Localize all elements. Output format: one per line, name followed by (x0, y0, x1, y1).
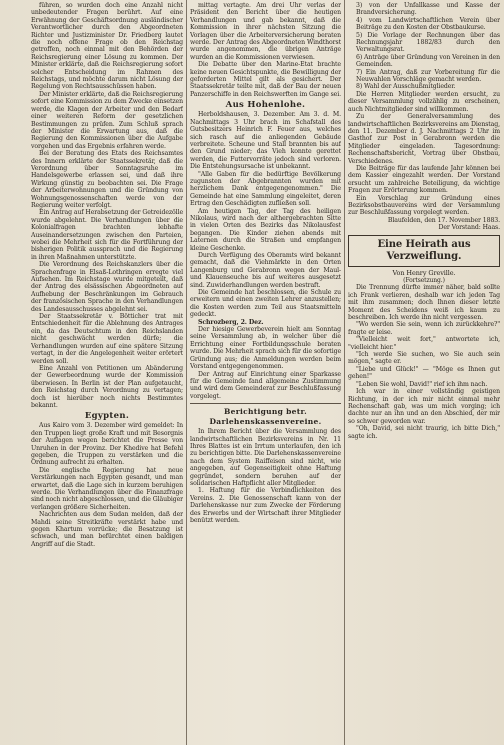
list-item: 3) von der Unfallkasse und Kasse der Brandversicherung. (356, 2, 500, 17)
column-right (348, 2, 500, 741)
article-paragraph: Die Debatte über den Marine-Etat brachte keine neuen Gesichtspunkte, die Bewilligung der geforderten Mittel gilt als gesichert. Der Staatssekretär teilte mit, daß der Bau der neuen Panzerschiffe in den Reichswerften im Gange sei. (190, 61, 341, 98)
article-paragraph: Der Antrag auf Einrichtung einer Sparkasse für die Gemeinde fand allgemeine Zustimmung und wird dem Gemeinderat zur Beschlußfassung vorgelegt. (190, 370, 341, 400)
story-paragraph: "Vielleicht weit fort," antwortete ich, "vielleicht hier." (348, 336, 500, 351)
list-item: 5) Die Vorlage der Rechnungen über das Rechnungsjahr 1882/83 durch den Verwaltungsrat. (356, 31, 500, 54)
story-paragraph: "Leben Sie wohl, David!" rief ich ihm nach. (356, 380, 488, 388)
story-title: Eine Heirath aus Verzweiflung. (377, 238, 471, 262)
story-paragraph: "Ich werde Sie suchen, wo Sie auch sein mögen," sagte er. (348, 351, 500, 366)
article-paragraph: Die Herren Mitglieder werden ersucht, zu dieser Versammlung vollzählig zu erscheinen, auch Nichtmitglieder sind willkommen. (348, 90, 500, 113)
column-rule (186, 0, 187, 745)
article-paragraph: 1. Haftung für die Verbindlichkeiten des Vereins. 2. Die Genossenschaft kann von der Darlehenskasse nur zum Zwecke der Förderung des Erwerbs und der Wirtschaft ihrer Mitglieder benützt werden. (190, 487, 341, 524)
signature-name: Der Vorstand: Haas. (438, 224, 500, 232)
list-item: 6) Anträge über Gründung von Vereinen in den Gemeinden. (356, 53, 500, 69)
section-divider (190, 403, 341, 404)
column-middle (190, 2, 341, 741)
article-paragraph: führen, so wurden doch eine Anzahl nicht unbedeutender Fragen berührt. Auf eine Erwähnung der Geschäftsordnung ausländischer Verantwortlicher durch den Abgeordneten Richter und Justizminister Dr. Friedberg lautet die noch offene Frage ob den Reichstag getroffen, noch einmal mit den Behörden der Reichsregierung einer Lösung zu kommen. Der Minister erklärte, daß die Reichsregierung sofort solcher Entscheidung im Rahmen des Reichstags, und möchte darum nicht Lösung der Regelung von Rechtsausschüssen haben. (31, 2, 183, 91)
list-item: 7) Ein Antrag, daß zur Vorbereitung für die Neuwahlen Vorschläge gemacht werden. (356, 68, 500, 84)
story-paragraph: Ich war in einer vollständig geistigen Richtung, in der ich mir nicht einmal mehr Rechenschaft gab, was um mich vorging; ich dachte nur an ihn und an den Abschied, der mir so schwer geworden war. (348, 388, 500, 425)
list-item: 8) Wahl der Ausschußmitglieder. (356, 83, 456, 91)
section-heading: Berichtigung betr. Darlehenskassenvereine. (209, 407, 322, 427)
article-paragraph: Durch Verfügung des Oberamts wird bekannt gemacht, daß die Viehmärkte in den Orten Langenburg und Gerabronn wegen der Maul- und Klauenseuche bis auf weiteres ausgesetzt sind. Zuwiderhandlungen werden bestraft. (190, 252, 341, 289)
story-continuation: (Fortsetzung.) (403, 277, 445, 284)
story-title-box (348, 235, 500, 267)
article-paragraph: Die Gemeinde hat beschlossen, die Schule zu erweitern und einen zweiten Lehrer anzustellen; die Kosten werden zum Teil aus Staatsmitteln gedeckt. (190, 289, 341, 319)
column-left (31, 2, 183, 741)
article-paragraph: Nachrichten aus dem Sudan melden, daß der Mahdi seine Streitkräfte verstärkt habe und gegen Khartum vorrücke; die Besatzung ist schwach, und man befürchtet einen baldigen Angriff auf die Stadt. (31, 511, 183, 548)
story-paragraph: "Wo werden Sie sein, wenn ich zurückkehre?" fragte er leise. (348, 321, 500, 336)
article-paragraph: Die englische Regierung hat neue Verstärkungen nach Egypten gesandt, und man erwartet, daß die Lage sich in kurzem beruhigen werde. Die Verhandlungen über die Finanzfrage sind noch nicht abgeschlossen, und die Gläubiger verlangen größere Sicherheiten. (31, 466, 183, 511)
article-paragraph: "Alle Gaben für die bedürftige Bevölkerung zugunsten der Abgebrannten wurden mit herzlichem Dank entgegengenommen." Die Gemeinde hat eine Sammlung eingeleitet, deren Ertrag den Geschädigten zufließen soll. (190, 170, 341, 208)
article-paragraph: Der Staatssekretär v. Bötticher trat mit Entschiedenheit für die Ablehnung des Antrages ein, da das Deutschtum in den Reichslanden nicht geschwächt werden dürfe; die Verhandlungen wurden auf eine spätere Sitzung vertagt, in der die Angelegenheit weiter erörtert werden soll. (31, 313, 183, 365)
article-paragraph: Herboldshausen, 3. Dezember. Am 3. d. M. Nachmittags 3 Uhr brach im Schafstall des Gutsbesitzers Heinrich F. Feuer aus, welches sich rasch auf die anliegenden Gebäude verbreitete. Scheune und Stall brannten bis auf den Grund nieder; das Vieh konnte gerettet werden, die Futtervorräte jedoch sind verloren. Die Entstehungsursache ist unbekannt. (190, 111, 341, 171)
story-paragraph: Die Trennung dürfte immer näher, bald sollte ich Frank verlieren, deshalb war ich jeden Tag mit ihm zusammen; doch Ihnen dieser letzte Moment des Scheidens weiß ich kaum zu beschreiben. Ich werde ihn nicht vergessen. (348, 284, 500, 322)
article-paragraph: Der hiesige Gewerbeverein hielt am Sonntag seine Versammlung ab, in welcher über die Errichtung einer Fortbildungsschule beraten wurde. Die Mehrheit sprach sich für die sofortige Gründung aus; die Anmeldungen werden beim Vorstand entgegengenommen. (190, 326, 341, 371)
article-paragraph: Die Beiträge für das laufende Jahr können bei dem Kassier eingezahlt werden. Der Vorstand ersucht um zahlreiche Beteiligung, da wichtige Fragen zur Erörterung kommen. (348, 164, 500, 195)
article-paragraph: In Ihrem Bericht über die Versammlung des landwirtschaftlichen Bezirksvereins in Nr. 11 Ihres Blattes ist ein Irrtum unterlaufen, den ich zu berichtigen bitte. Die Darlehenskassenvereine nach dem System Raiffeisen sind nicht, wie angegeben, auf Gegenseitigkeit ohne Haftung gegründet, sondern beruhen auf der solidarischen Haftpflicht aller Mitglieder. (190, 428, 341, 487)
article-paragraph: Zu der Generalversammlung des landwirtschaftlichen Bezirksvereins am Dienstag, den 11. Dezember d. J. Nachmittags 2 Uhr im Gasthof zur Post in Gerabronn werden die Mitglieder eingeladen. Tagesordnung: Rechenschaftsbericht, Vortrag über Obstbau, Verschiedenes. (348, 113, 500, 165)
section-heading: Egypten. (84, 411, 130, 422)
list-item: 4) vom Landwirtschaftlichen Verein über Beiträge zu den Kosten der Obstbaukurse. (356, 16, 500, 32)
article-paragraph: Bei der Beratung des Etats des Reichsamtes des Innern erklärte der Staatssekretär, daß die Verordnung über Sonntagsruhe im Handelsgewerbe erlassen sei, und daß ihre Wirkung günstig zu beobachten sei. Die Frage der Arbeiterwohnungen und die Gründung von Wohnungsgenossenschaften werde von der Regierung weiter verfolgt. (31, 150, 183, 209)
agenda-list (348, 2, 500, 91)
article-paragraph: Aus Kairo vom 3. Dezember wird gemeldet: In den Truppen liegt große Kraft und mit Besorgnis der Auflagen wegen berichtet die Presse von Unruhen in der Provinz. Der Khedive hat Befehl gegeben, die Truppen zu verstärken und die Ordnung aufrecht zu erhalten. (31, 422, 183, 467)
article-paragraph: Ein Antrag auf Herabsetzung der Getreidezölle wurde abgelehnt. Die Verhandlungen über die Kolonialfragen brachten lebhafte Auseinandersetzungen zwischen den Parteien, wobei die Mehrheit sich für die Fortführung der bisherigen Politik aussprach und die Regierung in ihren Maßnahmen unterstützte. (31, 209, 183, 261)
signature-date: Blaufelden, den 17. November 1883. (387, 216, 500, 224)
article-paragraph: Eine Anzahl von Petitionen um Abänderung der Gewerbeordnung wurde der Kommission überwiesen. In Berlin ist der Plan aufgetaucht, den Reichstag durch Verordnung zu vertagen; doch ist hierüber noch nichts Bestimmtes bekannt. (31, 364, 183, 409)
article-paragraph: mittag vertagte. Am drei Uhr verlas der Präsident den Bericht über die heutigen Verhandlungen und gab bekannt, daß die Kommission in ihrer nächsten Sitzung die Vorlagen über die Arbeiterversicherung beraten werde. Der Antrag des Abgeordneten Windthorst wurde angenommen, die übrigen Anträge wurden an die Kommissionen verwiesen. (190, 2, 341, 61)
article-paragraph: Schrozberg, 2. Dez. (198, 318, 264, 326)
column-rule (344, 0, 345, 745)
article-paragraph: Der Minister erklärte, daß die Reichsregierung sofort eine Kommission zu dem Zwecke einsetzen werde, die Klagen der Arbeiter und den Bedarf einer weiteren Reform der gesetzlichen Bestimmungen zu prüfen. Zum Schluß sprach der Minister die Erwartung aus, daß die Regierung den Kommissionen über die Aufgabe vorgehen und das Ergebnis erfahren werde. (31, 90, 183, 150)
article-paragraph: Am heutigen Tag, der Tag des heiligen Nikolaus, wird nach der althergebrachten Sitte in vielen Orten des Bezirks das Nikolausfest begangen. Die Kinder ziehen abends mit Laternen durch die Straßen und empfangen kleine Geschenke. (190, 207, 341, 252)
article-paragraph: Die Verordnung des Reichskanzlers über die Sprachenfrage in Elsaß-Lothringen erregte viel Aufsehen. Im Reichstage wurde mitgeteilt, daß der Antrag des elsässischen Abgeordneten auf Aufhebung der Beschränkungen im Gebrauch der französischen Sprache in den Verhandlungen des Landesausschusses abgelehnt sei. (31, 261, 183, 313)
section-heading: Aus Hohenlohe. (225, 100, 306, 111)
story-author: Von Henry Greville. (392, 268, 456, 277)
story-paragraph: "Liebe und Glück!" — "Möge es Ihnen gut gehen!" (348, 365, 500, 381)
article-paragraph: Ein Vorschlag zur Gründung eines Bezirksobstbauvereins wird der Versammlung zur Beschlußfassung vorgelegt werden. (348, 194, 500, 217)
story-paragraph: "Oh, David, sei nicht traurig, ich bitte Dich," sagte ich. (348, 425, 500, 440)
